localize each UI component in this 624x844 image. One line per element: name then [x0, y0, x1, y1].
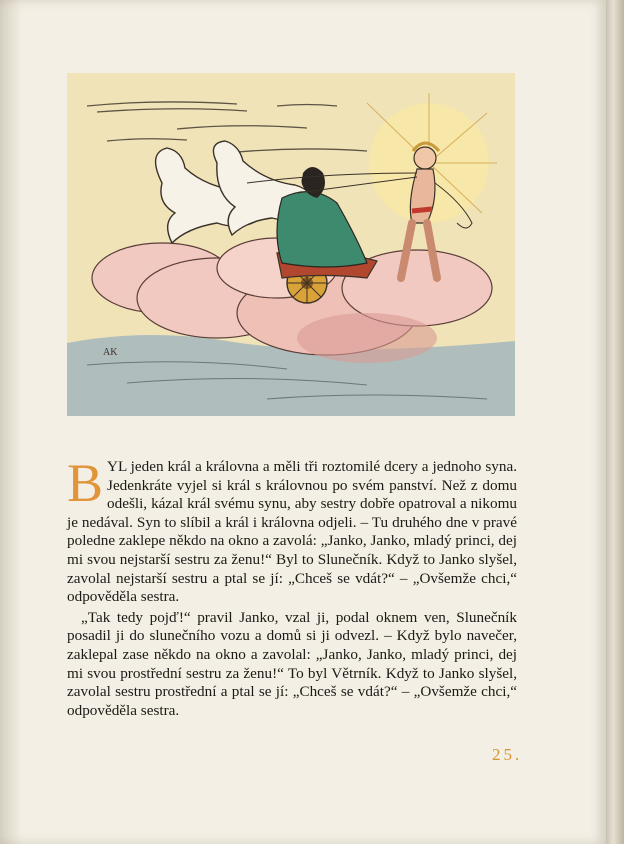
illustration-art: [67, 73, 515, 416]
sun-chariot-illustration: [67, 73, 515, 416]
artist-monogram: AK: [103, 347, 118, 358]
paragraph-1: [67, 453, 517, 607]
page-edge: [606, 0, 624, 844]
paragraph-1-text: YL jeden král a královna a měli tři roztomilé dcery a jednoho syna. Jedenkráte vyjel si král s královnou po svém panství. Než z domu odešli, kázal král svému synu, aby sestry dobře opatroval a nikomu je nedával. Syn to slíbil a král i královna odjeli. – Tu druhého dne v pravé poledne zaklepe někdo na okno a zavolá: „Janko, Janko, mladý princi, dej mi svou nejstarší sestru za ženu!“ Byl to Slunečník. Když to Janko slyšel, zavolal nejstarší sestru a ptal se jí: „Chceš se vdát?“ – „Ovšemže chci,“ odpověděla sestra.: [67, 458, 517, 606]
princess-figure: [277, 167, 367, 267]
page-binding-shadow: [0, 0, 22, 844]
drop-cap: B: [67, 453, 104, 513]
paragraph-2: „Tak tedy pojď!“ pravil Janko, vzal ji, podal oknem ven, Slunečník posadil ji do slunečního vozu a domů si ji odvezl. – Když bylo navečer, zaklepal zase někdo na okno a zavolal: „Janko, Janko, mladý princi, dej mi svou prostřední sestru za ženu!“ To byl Větrník. Když to Janko slyšel, zavolal sestru prostřední a ptal se jí: „Chceš se vdát?“ – „Ovšemže chci,“ odpověděla sestra.: [67, 608, 517, 719]
story-text: [67, 453, 517, 720]
page-number: 25.: [492, 745, 523, 764]
